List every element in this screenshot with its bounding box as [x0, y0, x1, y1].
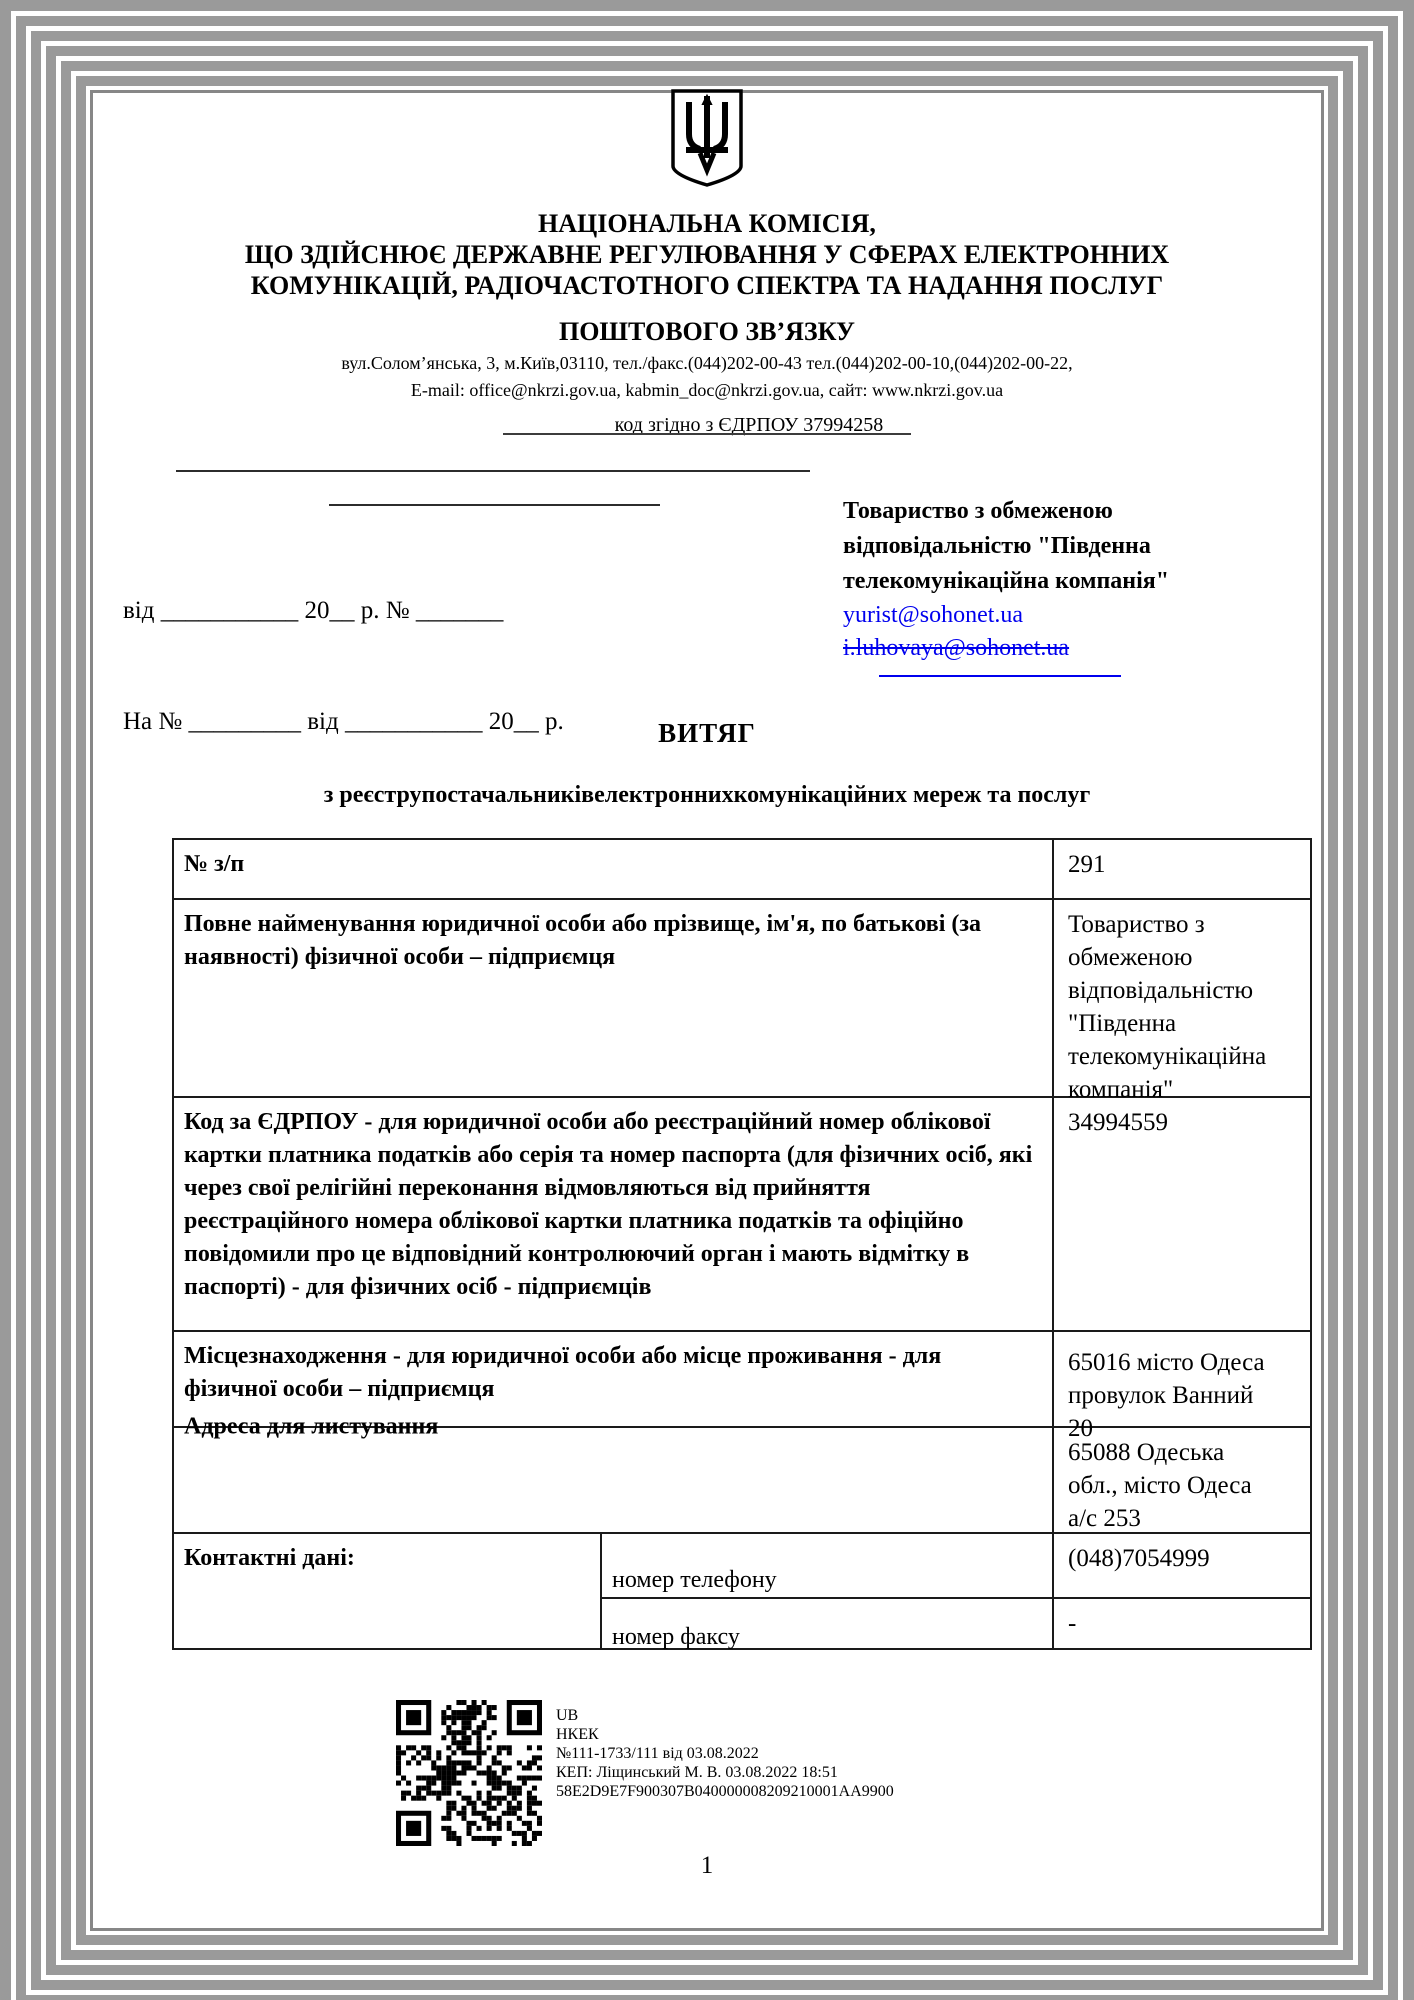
commission-name [96, 208, 1318, 347]
location-label-cell [174, 1332, 1054, 1534]
mailing-address-label: Адреса для листування [184, 1413, 439, 1440]
qr-code [396, 1700, 542, 1846]
location-label: Місцезнаходження - для юридичної особи або місце проживання - для фізичної особи – підприємця [184, 1343, 942, 1402]
addressee-email-link[interactable]: yurist@sohonet.ua [843, 602, 1024, 628]
reference-date-line: від ___________ 20__ р. № _______ [123, 597, 504, 624]
stamp-line: КЕП: Ліщинський М. В. 03.08.2022 18:51 [556, 1764, 838, 1781]
edrpou-code-label: Код за ЄДРПОУ - для юридичної особи або реєстраційний номер облікової картки платника податків або серія та номер паспорта (для фізичних осіб, які через свої релігійні переконання відмовляються від прийняття реєстраційного номера облікової картки платника податків та офіційно повідомили про це відповідний контролюючий орган і мають відмітку в паспорті) - для фізичних осіб - підприємців [174, 1098, 1054, 1332]
fax-label: номер факсу [602, 1599, 1054, 1650]
full-name-label: Повне найменування юридичної особи або прізвище, ім'я, по батькові (за наявності) фізичної особи – підприємця [174, 900, 1054, 1098]
signature-stamp-block [396, 1700, 894, 1846]
row-number-label: № з/п [174, 840, 1054, 900]
phone-label: номер телефону [602, 1534, 1054, 1599]
stamp-line: №111-1733/111 від 03.08.2022 [556, 1745, 759, 1762]
registry-table [172, 838, 1312, 1650]
stamp-line: UB [556, 1707, 579, 1724]
addressee-name-line: Товариство з обмеженою [843, 498, 1113, 524]
commission-name-line: ЩО ЗДІЙСНЮЄ ДЕРЖАВНЕ РЕГУЛЮВАННЯ У СФЕРАХ ЕЛЕКТРОННИХ [244, 240, 1170, 269]
edrpou-code-value: 34994559 [1054, 1098, 1312, 1332]
blue-rule-line [879, 675, 1121, 677]
commission-name-line: ПОШТОВОГО ЗВ’ЯЗКУ [558, 317, 856, 346]
phone-value: (048)7054999 [1054, 1534, 1312, 1599]
full-name-value: Товариство з обмеженою відповідальністю "Південна телекомунікаційна компанія" [1054, 900, 1312, 1098]
addressee-name-line: відповідальністю "Південна [843, 533, 1151, 559]
document-subtitle: з реєструпостачальниківелектроннихкомунікаційних мереж та послуг [323, 782, 1091, 808]
contacts-label: Контактні дані: [174, 1534, 602, 1650]
document-title: ВИТЯГ [658, 718, 756, 748]
blank-rule-line [329, 504, 660, 506]
commission-email-line: E-mail: office@nkrzi.gov.ua, kabmin_doc@nkrzi.gov.ua, сайт: www.nkrzi.gov.ua [410, 380, 1004, 400]
mailing-address-value: 65088 Одеська обл., місто Одеса а/с 253 [1054, 1428, 1312, 1534]
addressee-name-line: телекомунікаційна компанія" [843, 568, 1170, 594]
page-number: 1 [700, 1852, 714, 1879]
signature-stamp-text [556, 1706, 894, 1801]
stamp-line: НКЕК [556, 1726, 599, 1743]
stamp-line: 58E2D9E7F900307B040000008209210001AA9900 [556, 1783, 894, 1800]
ukraine-trident-emblem [670, 88, 744, 193]
commission-name-line: НАЦІОНАЛЬНА КОМІСІЯ, [538, 209, 876, 238]
document-content [96, 96, 1318, 1928]
blank-rule-line [176, 470, 810, 472]
addressee-block [843, 494, 1243, 677]
addressee-email-link-struck[interactable]: i.luhovaya@sohonet.ua [843, 635, 1070, 661]
commission-contacts [96, 350, 1318, 404]
row-number-value: 291 [1054, 840, 1312, 900]
fax-value: - [1054, 1599, 1312, 1650]
commission-address-line: вул.Солом’янська, 3, м.Київ,03110, тел./факс.(044)202-00-43 тел.(044)202-00-10,(044)202-00-22, [341, 353, 1073, 373]
reference-lines [123, 518, 564, 814]
location-value: 65016 місто Одеса провулок Ванний 20 [1054, 1332, 1312, 1428]
commission-edrpou-line: код згідно з ЄДРПОУ 37994258 [96, 414, 1318, 439]
commission-name-line: КОМУНІКАЦІЙ, РАДІОЧАСТОТНОГО СПЕКТРА ТА НАДАННЯ ПОСЛУГ [250, 271, 1164, 300]
reference-reply-line: На № _________ від ___________ 20__ р. [123, 708, 564, 735]
